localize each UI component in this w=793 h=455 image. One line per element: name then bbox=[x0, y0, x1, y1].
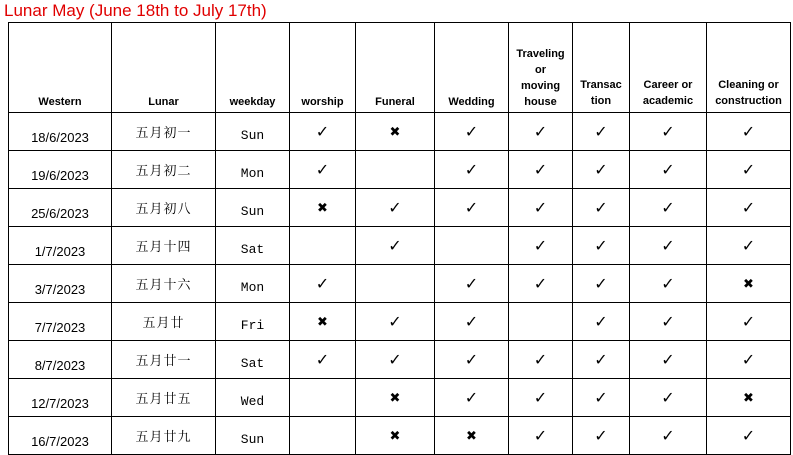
table-row bbox=[9, 227, 791, 265]
traveling-cell bbox=[509, 417, 573, 455]
funeral-cell bbox=[356, 341, 435, 379]
header-traveling: Traveling or moving house bbox=[509, 23, 573, 113]
funeral-cell bbox=[356, 417, 435, 455]
cross-icon: ✖ bbox=[743, 276, 754, 292]
cross-icon: ✖ bbox=[389, 428, 401, 444]
lunar-date-cell: 五月廿一 bbox=[112, 341, 216, 379]
check-icon: ✓ bbox=[315, 160, 330, 179]
transaction-cell bbox=[573, 303, 630, 341]
check-icon: ✓ bbox=[594, 274, 608, 293]
wedding-cell bbox=[435, 113, 509, 151]
table-row bbox=[9, 303, 791, 341]
worship-cell bbox=[290, 151, 356, 189]
traveling-cell bbox=[509, 265, 573, 303]
career-cell bbox=[630, 341, 707, 379]
wedding-cell bbox=[435, 189, 509, 227]
western-date-cell: 16/7/2023 bbox=[9, 417, 112, 455]
worship-cell bbox=[290, 113, 356, 151]
header-funeral: Funeral bbox=[356, 23, 435, 113]
cleaning-cell bbox=[707, 151, 791, 189]
check-icon: ✓ bbox=[661, 122, 675, 141]
traveling-cell bbox=[509, 379, 573, 417]
western-date-cell: 7/7/2023 bbox=[9, 303, 112, 341]
western-date-cell: 18/6/2023 bbox=[9, 113, 112, 151]
traveling-cell bbox=[509, 151, 573, 189]
western-date-cell: 3/7/2023 bbox=[9, 265, 112, 303]
cleaning-cell bbox=[707, 379, 791, 417]
cross-icon: ✖ bbox=[317, 200, 328, 216]
header-transaction: Transac tion bbox=[573, 23, 630, 113]
header-worship: worship bbox=[290, 23, 356, 113]
check-icon: ✓ bbox=[661, 426, 675, 445]
check-icon: ✓ bbox=[741, 350, 756, 369]
weekday-cell: Wed bbox=[216, 379, 290, 417]
traveling-cell bbox=[509, 303, 573, 341]
weekday-cell: Sun bbox=[216, 189, 290, 227]
lunar-date-cell: 五月初八 bbox=[112, 189, 216, 227]
transaction-cell bbox=[573, 227, 630, 265]
header-wedding: Wedding bbox=[435, 23, 509, 113]
worship-cell bbox=[290, 417, 356, 455]
career-cell bbox=[630, 265, 707, 303]
transaction-cell bbox=[573, 189, 630, 227]
weekday-cell: Mon bbox=[216, 151, 290, 189]
funeral-cell bbox=[356, 303, 435, 341]
check-icon: ✓ bbox=[388, 236, 402, 255]
cleaning-cell bbox=[707, 341, 791, 379]
page-title: Lunar May (June 18th to July 17th) bbox=[4, 1, 267, 20]
check-icon: ✓ bbox=[464, 350, 479, 369]
funeral-cell bbox=[356, 265, 435, 303]
transaction-cell bbox=[573, 341, 630, 379]
traveling-cell bbox=[509, 227, 573, 265]
check-icon: ✓ bbox=[533, 198, 548, 217]
career-cell bbox=[630, 379, 707, 417]
header-western: Western bbox=[9, 23, 112, 113]
check-icon: ✓ bbox=[533, 426, 548, 445]
cleaning-cell bbox=[707, 227, 791, 265]
lunar-date-cell: 五月十四 bbox=[112, 227, 216, 265]
check-icon: ✓ bbox=[661, 160, 675, 179]
worship-cell bbox=[290, 341, 356, 379]
check-icon: ✓ bbox=[661, 198, 675, 217]
wedding-cell bbox=[435, 265, 509, 303]
cleaning-cell bbox=[707, 189, 791, 227]
wedding-cell bbox=[435, 417, 509, 455]
career-cell bbox=[630, 417, 707, 455]
funeral-cell bbox=[356, 189, 435, 227]
check-icon: ✓ bbox=[464, 388, 479, 407]
table-row bbox=[9, 189, 791, 227]
cleaning-cell bbox=[707, 113, 791, 151]
check-icon: ✓ bbox=[464, 122, 479, 141]
check-icon: ✓ bbox=[594, 426, 608, 445]
career-cell bbox=[630, 303, 707, 341]
cross-icon: ✖ bbox=[389, 390, 401, 406]
table-row bbox=[9, 265, 791, 303]
wedding-cell bbox=[435, 379, 509, 417]
table-row bbox=[9, 341, 791, 379]
check-icon: ✓ bbox=[594, 198, 608, 217]
check-icon: ✓ bbox=[661, 388, 675, 407]
wedding-cell bbox=[435, 227, 509, 265]
check-icon: ✓ bbox=[315, 122, 330, 141]
weekday-cell: Sat bbox=[216, 341, 290, 379]
check-icon: ✓ bbox=[594, 388, 608, 407]
cleaning-cell bbox=[707, 303, 791, 341]
worship-cell bbox=[290, 227, 356, 265]
table-row bbox=[9, 417, 791, 455]
check-icon: ✓ bbox=[533, 388, 548, 407]
cross-icon: ✖ bbox=[466, 428, 477, 444]
funeral-cell bbox=[356, 113, 435, 151]
cleaning-cell bbox=[707, 265, 791, 303]
lunar-date-cell: 五月初二 bbox=[112, 151, 216, 189]
western-date-cell: 19/6/2023 bbox=[9, 151, 112, 189]
transaction-cell bbox=[573, 113, 630, 151]
weekday-cell: Fri bbox=[216, 303, 290, 341]
header-cleaning: Cleaning or construction bbox=[707, 23, 791, 113]
check-icon: ✓ bbox=[533, 122, 548, 141]
worship-cell bbox=[290, 379, 356, 417]
header-weekday: weekday bbox=[216, 23, 290, 113]
traveling-cell bbox=[509, 341, 573, 379]
career-cell bbox=[630, 113, 707, 151]
cleaning-cell bbox=[707, 417, 791, 455]
check-icon: ✓ bbox=[464, 160, 479, 179]
cross-icon: ✖ bbox=[317, 314, 328, 330]
weekday-cell: Mon bbox=[216, 265, 290, 303]
weekday-cell: Sat bbox=[216, 227, 290, 265]
check-icon: ✓ bbox=[464, 198, 479, 217]
check-icon: ✓ bbox=[388, 198, 402, 217]
check-icon: ✓ bbox=[741, 312, 756, 331]
check-icon: ✓ bbox=[533, 236, 548, 255]
check-icon: ✓ bbox=[741, 198, 756, 217]
funeral-cell bbox=[356, 151, 435, 189]
check-icon: ✓ bbox=[661, 312, 675, 331]
check-icon: ✓ bbox=[594, 312, 608, 331]
transaction-cell bbox=[573, 151, 630, 189]
check-icon: ✓ bbox=[594, 160, 608, 179]
cross-icon: ✖ bbox=[743, 390, 754, 406]
check-icon: ✓ bbox=[388, 350, 402, 369]
check-icon: ✓ bbox=[533, 350, 548, 369]
traveling-cell bbox=[509, 189, 573, 227]
table-row bbox=[9, 151, 791, 189]
check-icon: ✓ bbox=[661, 236, 675, 255]
lunar-date-cell: 五月初一 bbox=[112, 113, 216, 151]
western-date-cell: 12/7/2023 bbox=[9, 379, 112, 417]
check-icon: ✓ bbox=[315, 274, 330, 293]
wedding-cell bbox=[435, 341, 509, 379]
funeral-cell bbox=[356, 379, 435, 417]
check-icon: ✓ bbox=[533, 274, 548, 293]
wedding-cell bbox=[435, 303, 509, 341]
almanac-table bbox=[8, 22, 791, 455]
weekday-cell: Sun bbox=[216, 113, 290, 151]
check-icon: ✓ bbox=[315, 350, 330, 369]
worship-cell bbox=[290, 303, 356, 341]
header-row bbox=[9, 23, 791, 113]
transaction-cell bbox=[573, 379, 630, 417]
check-icon: ✓ bbox=[594, 236, 608, 255]
wedding-cell bbox=[435, 151, 509, 189]
check-icon: ✓ bbox=[741, 236, 756, 255]
table-row bbox=[9, 379, 791, 417]
transaction-cell bbox=[573, 265, 630, 303]
cross-icon: ✖ bbox=[389, 124, 401, 140]
check-icon: ✓ bbox=[388, 312, 402, 331]
lunar-date-cell: 五月廿九 bbox=[112, 417, 216, 455]
table-row bbox=[9, 113, 791, 151]
weekday-cell: Sun bbox=[216, 417, 290, 455]
career-cell bbox=[630, 151, 707, 189]
header-career: Career or academic bbox=[630, 23, 707, 113]
worship-cell bbox=[290, 265, 356, 303]
funeral-cell bbox=[356, 227, 435, 265]
lunar-date-cell: 五月廿五 bbox=[112, 379, 216, 417]
transaction-cell bbox=[573, 417, 630, 455]
check-icon: ✓ bbox=[661, 274, 675, 293]
check-icon: ✓ bbox=[594, 122, 608, 141]
lunar-date-cell: 五月十六 bbox=[112, 265, 216, 303]
career-cell bbox=[630, 189, 707, 227]
check-icon: ✓ bbox=[533, 160, 548, 179]
check-icon: ✓ bbox=[741, 426, 756, 445]
check-icon: ✓ bbox=[594, 350, 608, 369]
header-lunar: Lunar bbox=[112, 23, 216, 113]
check-icon: ✓ bbox=[741, 160, 756, 179]
check-icon: ✓ bbox=[741, 122, 756, 141]
western-date-cell: 8/7/2023 bbox=[9, 341, 112, 379]
check-icon: ✓ bbox=[464, 312, 479, 331]
check-icon: ✓ bbox=[464, 274, 479, 293]
check-icon: ✓ bbox=[661, 350, 675, 369]
lunar-date-cell: 五月廿 bbox=[112, 303, 216, 341]
career-cell bbox=[630, 227, 707, 265]
western-date-cell: 1/7/2023 bbox=[9, 227, 112, 265]
worship-cell bbox=[290, 189, 356, 227]
traveling-cell bbox=[509, 113, 573, 151]
western-date-cell: 25/6/2023 bbox=[9, 189, 112, 227]
